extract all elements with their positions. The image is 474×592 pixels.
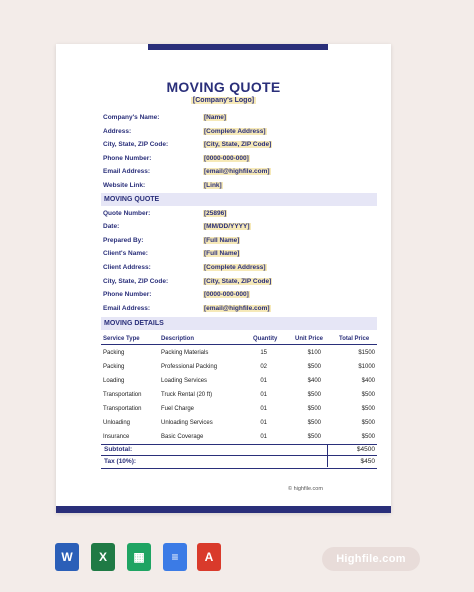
cell-unit-price: $500 — [307, 434, 321, 440]
field-label: City, State, ZIP Code: — [103, 278, 169, 285]
cell-description: Truck Rental (20 ft) — [161, 392, 213, 398]
cell-description: Packing Materials — [161, 350, 209, 356]
value-text: [25896] — [204, 210, 227, 217]
excel-icon[interactable] — [91, 543, 115, 571]
cell-description: Professional Packing — [161, 364, 218, 370]
field-value — [203, 181, 223, 191]
cell-quantity: 01 — [260, 420, 267, 426]
field-label: Email Address: — [103, 305, 151, 312]
field-label: Client's Name: — [103, 250, 148, 257]
field-value — [203, 127, 267, 137]
column-header-description: Description — [161, 336, 195, 342]
cell-description: Basic Coverage — [161, 434, 204, 440]
field-label: Address: — [103, 128, 132, 135]
cell-unit-price: $500 — [307, 392, 321, 398]
section-header-moving-details: MOVING DETAILS — [101, 317, 377, 330]
cell-total-price: $500 — [361, 434, 375, 440]
column-header-unit-price: Unit Price — [295, 336, 324, 342]
value-text: [Complete Address] — [204, 264, 266, 271]
cell-total-price: $500 — [361, 406, 375, 412]
logo-text: [Company's Logo] — [192, 97, 255, 104]
cell-service-type: Unloading — [103, 420, 131, 426]
value-text: [Full Name] — [204, 237, 240, 244]
company-logo-placeholder — [56, 97, 391, 104]
cell-service-type: Packing — [103, 350, 125, 356]
subtotal-divider — [101, 455, 377, 456]
value-text: [MM/DD/YYYY] — [204, 223, 250, 230]
tax-label: Tax (10%): — [104, 458, 137, 465]
cell-total-price: $500 — [361, 392, 375, 398]
docs-icon-glyph: ≡ — [171, 550, 179, 564]
cell-total-price: $500 — [361, 420, 375, 426]
field-label: Website Link: — [103, 182, 146, 189]
field-label: Prepared By: — [103, 237, 144, 244]
field-label: Phone Number: — [103, 155, 152, 162]
excel-icon-glyph: X — [98, 550, 107, 564]
section-header-moving-quote: MOVING QUOTE — [101, 193, 377, 206]
field-value — [203, 222, 251, 232]
value-text: [City, State, ZIP Code] — [204, 141, 272, 148]
docs-icon[interactable] — [163, 543, 187, 571]
table-header-row — [103, 334, 377, 344]
cell-unit-price: $500 — [307, 406, 321, 412]
field-label: Client Address: — [103, 264, 151, 271]
table-row — [103, 390, 377, 400]
field-label: Date: — [103, 223, 120, 230]
cell-quantity: 01 — [260, 406, 267, 412]
value-text: [Link] — [204, 182, 222, 189]
field-value — [203, 167, 271, 177]
cell-service-type: Packing — [103, 364, 125, 370]
value-text: [0000-000-000] — [204, 155, 249, 162]
brand-badge[interactable]: Highfile.com — [322, 547, 420, 571]
cell-total-price: $1500 — [358, 350, 375, 356]
table-header-divider — [101, 344, 377, 345]
table-row — [103, 432, 377, 442]
cell-total-price: $400 — [361, 378, 375, 384]
value-text: [email@highfile.com] — [204, 168, 270, 175]
document-title: MOVING QUOTE — [166, 79, 281, 95]
table-row — [103, 362, 377, 372]
cell-service-type: Insurance — [103, 434, 130, 440]
field-value — [203, 304, 271, 314]
value-text: [email@highfile.com] — [204, 305, 270, 312]
document-page — [56, 44, 391, 513]
cell-quantity: 02 — [260, 364, 267, 370]
field-value — [203, 113, 227, 123]
pdf-icon-glyph: A — [204, 550, 214, 564]
sheets-icon[interactable] — [127, 543, 151, 571]
field-value — [203, 249, 240, 259]
column-header-service-type: Service Type — [103, 336, 140, 342]
cell-total-price: $1000 — [358, 364, 375, 370]
field-label: Email Address: — [103, 168, 151, 175]
subtotal-label: Subtotal: — [104, 446, 133, 453]
field-value — [203, 290, 250, 300]
field-value — [203, 263, 267, 273]
field-value — [203, 277, 272, 287]
field-value — [203, 140, 272, 150]
word-icon[interactable] — [55, 543, 79, 571]
tax-divider — [101, 468, 377, 469]
cell-quantity: 01 — [260, 392, 267, 398]
field-label: Phone Number: — [103, 291, 152, 298]
value-text: [Full Name] — [204, 250, 240, 257]
cell-quantity: 15 — [260, 350, 267, 356]
field-value — [203, 209, 227, 219]
word-icon-glyph: W — [61, 550, 73, 564]
cell-unit-price: $400 — [307, 378, 321, 384]
cell-description: Loading Services — [161, 378, 208, 384]
field-label: Quote Number: — [103, 210, 151, 217]
value-text: [Complete Address] — [204, 128, 266, 135]
sheets-icon-glyph: ▦ — [133, 550, 145, 564]
column-header-total-price: Total Price — [339, 336, 370, 342]
field-label: City, State, ZIP Code: — [103, 141, 169, 148]
cell-quantity: 01 — [260, 434, 267, 440]
cell-service-type: Loading — [103, 378, 125, 384]
table-row — [103, 348, 377, 358]
value-text: [Name] — [204, 114, 227, 121]
table-row — [103, 418, 377, 428]
tax-value: $450 — [360, 458, 375, 465]
value-text: [City, State, ZIP Code] — [204, 278, 272, 285]
column-header-quantity: Quantity — [253, 336, 278, 342]
subtotal-value: $4500 — [356, 446, 375, 453]
pdf-icon[interactable] — [197, 543, 221, 571]
cell-quantity: 01 — [260, 378, 267, 384]
cell-service-type: Transportation — [103, 392, 142, 398]
field-value — [203, 154, 250, 164]
cell-description: Fuel Charge — [161, 406, 195, 412]
bottom-accent-bar — [56, 506, 391, 513]
cell-description: Unloading Services — [161, 420, 213, 426]
cell-unit-price: $100 — [307, 350, 321, 356]
field-label: Company's Name: — [103, 114, 160, 121]
cell-service-type: Transportation — [103, 406, 142, 412]
cell-unit-price: $500 — [307, 364, 321, 370]
top-accent-bar — [148, 44, 328, 50]
copyright-text: © highfile.com — [288, 486, 323, 492]
value-text: [0000-000-000] — [204, 291, 249, 298]
cell-unit-price: $500 — [307, 420, 321, 426]
field-value — [203, 236, 240, 246]
table-row — [103, 376, 377, 386]
table-row — [103, 404, 377, 414]
